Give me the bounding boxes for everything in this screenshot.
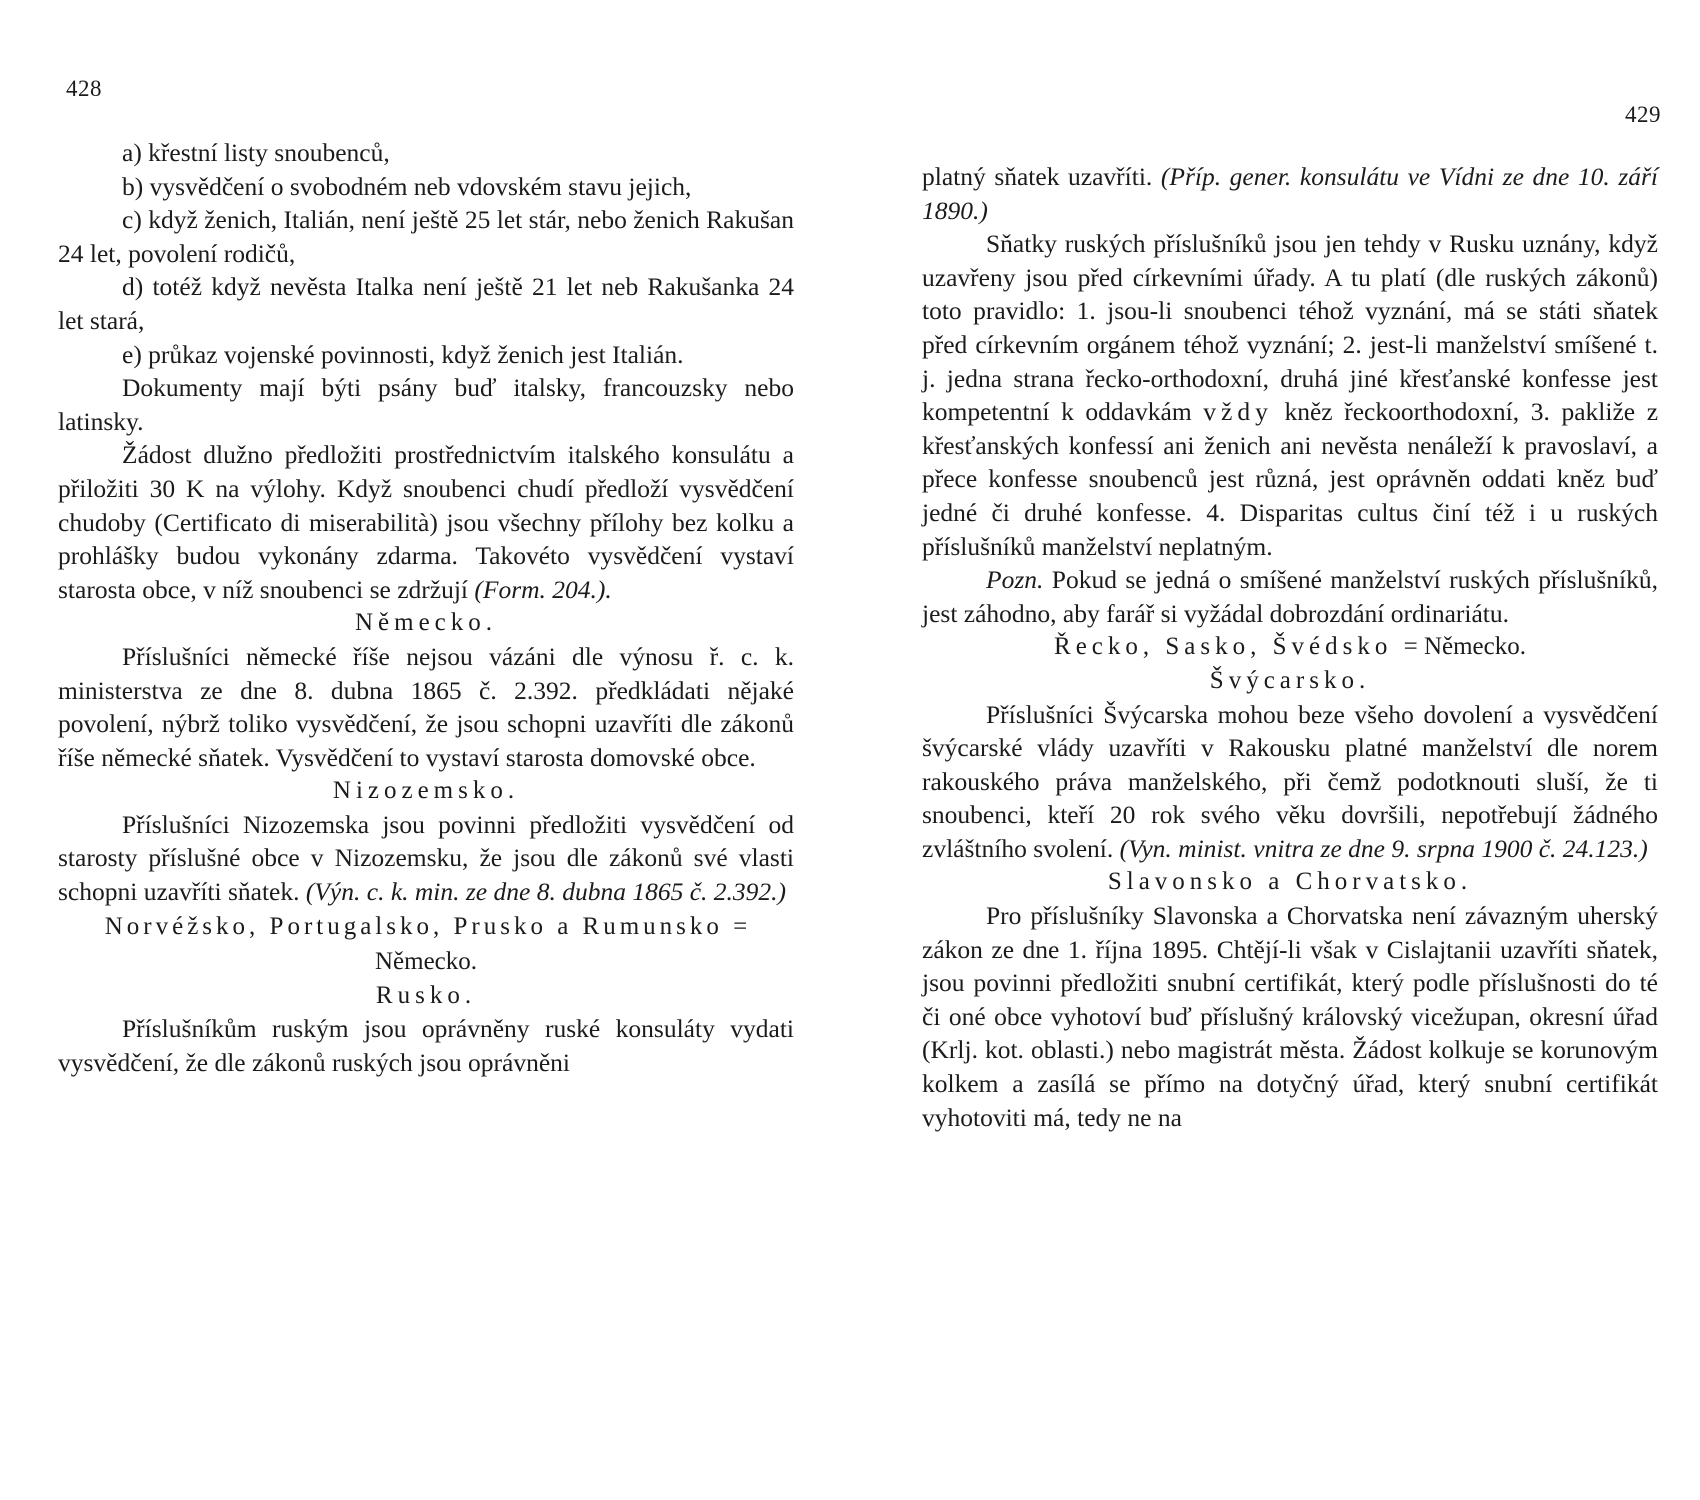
paragraph-snatky-end: kněz řeckoorthodoxní, 3. pakliže z křesťanských konfessí ani ženich ani nevěsta nenáleží k pravoslaví, a přece konfesse snoubenců jest různá, jest oprávněn oddati kněz buď jedné či druhé konfesse. 4. Disparitas cultus činí též i u ruských příslušníků manželství neplatným. xyxy=(922,397,1659,561)
paragraph-nizozemsko xyxy=(58,808,794,909)
paragraph-rusko: Příslušníkům ruským jsou oprávněny ruské konsuláty vydati vysvědčení, že dle zákonů ruských jsou oprávněni xyxy=(58,1014,794,1077)
item-b: b) vysvědčení o svobodném neb vdovském stavu jejich, xyxy=(122,171,692,201)
left-column xyxy=(58,136,794,1079)
heading-recko-text: Řecko, Sasko, Švédsko xyxy=(1054,633,1393,661)
heading-nemecko: Německo. xyxy=(354,609,498,637)
paragraph-nizozemsko-text: Příslušníci Nizozemska jsou povinni předložiti vysvědčení od starosty příslušné obce v Nizozemsku, že jsou dle zákonů své vlasti schopni uzavříti sňatek. xyxy=(58,809,794,907)
heading-norvezsko xyxy=(58,909,794,979)
heading-recko-equals: = Německo. xyxy=(1403,633,1526,661)
paragraph-zadost-text: Žádost dlužno předložiti prostřednictvím italského konsulátu a přiložiti 30 K na výlohy. Když snoubenci chudí předloží vysvědčení chudoby (Certificato di miserabilità) jsou všechny přílohy bez kolku a prohlášky budou vykonány zdarma. Takovéto vysvědčení vystaví starosta obce, v níž snoubenci se zdržují xyxy=(58,440,794,604)
spaced-word-vzdy: vždy xyxy=(1203,397,1273,427)
paragraph-snatky xyxy=(922,227,1658,563)
page-number-left: 428 xyxy=(66,76,102,101)
item-c: c) když ženich, Italián, není ještě 25 let stár, nebo ženich Rakušan 24 let, povolení rodičů, xyxy=(58,205,794,268)
paragraph-continuation xyxy=(922,160,1658,227)
paragraph-zadost xyxy=(58,438,794,606)
svycarsko-reference: (Vyn. minist. vnitra ze dne 9. srpna 1900 č. 24.123.) xyxy=(1119,833,1648,863)
paragraph-svycarsko xyxy=(922,698,1658,866)
nizozemsko-reference: (Výn. c. k. min. ze dne 8. dubna 1865 č. 2.392.) xyxy=(305,877,787,907)
pozn-label: Pozn. xyxy=(986,565,1044,595)
item-a: a) křestní listy snoubenců, xyxy=(122,138,390,167)
form-reference: (Form. 204.). xyxy=(474,574,612,604)
right-column xyxy=(922,160,1658,1134)
right-page xyxy=(850,0,1700,1500)
paragraph-svycarsko-text: Příslušníci Švýcarska mohou beze všeho dovolení a vysvědčení švýcarské vlády uzavříti v Rakousku platné manželství dle norem rakouského práva manželského, při čemž podotknouti sluší, že ti snoubenci, kteří 20 rok svého věku dovršili, nepotřebují žádného zvláštního svolení. xyxy=(922,699,1658,863)
paragraph-nemecko: Příslušníci německé říše nejsou vázáni dle výnosu ř. c. k. ministerstva ze dne 8. dubna 1865 č. 2.392. předkládati nějaké povolení, nýbrž toliko vysvědčení, že jsou schopni uzavříti dle zákonů říše německé sňatek. Vysvědčení to vystaví starosta domovské obce. xyxy=(58,641,794,772)
item-d: d) totéž když nevěsta Italka není ještě 21 let neb Rakušanka 24 let stará, xyxy=(58,272,794,335)
heading-recko xyxy=(922,630,1658,664)
page-number-right: 429 xyxy=(1625,102,1661,127)
paragraph-pozn-text: Pokud se jedná o smíšené manželství ruských příslušníků, jest záhodno, aby farář si vyžádal dobrozdání ordinariátu. xyxy=(922,565,1659,628)
continuation-reference: (Příp. gener. konsulátu ve Vídni ze dne 10. září 1890.) xyxy=(922,162,1659,225)
heading-rusko: Rusko. xyxy=(375,981,477,1009)
heading-svycarsko: Švýcarsko. xyxy=(1209,666,1371,694)
heading-norvezsko-equals: = Německo. xyxy=(374,912,748,975)
paragraph-pozn xyxy=(922,563,1658,630)
item-e: e) průkaz vojenské povinnosti, když ženich jest Italián. xyxy=(122,339,684,369)
paragraph-snatky-text: Sňatky ruských příslušníků jsou jen tehdy v Rusku uznány, když uzavřeny jsou před církevními úřady. A tu platí (dle ruských zákonů) toto pravidlo: 1. jsou-li snoubenci téhož vyznání, má se státi sňatek před církevním orgánem téhož vyznání; 2. jest-li manželství smíšené t. j. jedna strana řecko-orthodoxní, druhá jiné křesťanské konfesse jest kompetentní k oddavkám xyxy=(922,229,1658,427)
heading-nizozemsko: Nizozemsko. xyxy=(332,777,520,805)
heading-slavonsko: Slavonsko a Chorvatsko. xyxy=(1107,868,1473,896)
heading-norvezsko-text: Norvéžsko, Portugalsko, Prusko a Rumunsko xyxy=(104,912,723,940)
paragraph-slavonsko: Pro příslušníky Slavonska a Chorvatska není závazným uherský zákon ze dne 1. října 1895. Chtějí-li však v Cislajtanii uzavříti sňatek, jsou povinni předložiti snubní certifikát, který podle příslušnosti do té či oné obce vyhotoví buď příslušný královský vicežupan, okresní úřad (Krlj. kot. oblasti.) nebo magistrát města. Žádost kolkuje se korunovým kolkem a zasílá se přímo na dotyčný úřad, který snubní certifikát vyhotoviti má, tedy ne na xyxy=(922,901,1658,1132)
paragraph-dokumenty: Dokumenty mají býti psány buď italsky, francouzsky nebo latinsky. xyxy=(58,373,794,436)
paragraph-continuation-text: platný sňatek uzavříti. xyxy=(922,162,1153,191)
